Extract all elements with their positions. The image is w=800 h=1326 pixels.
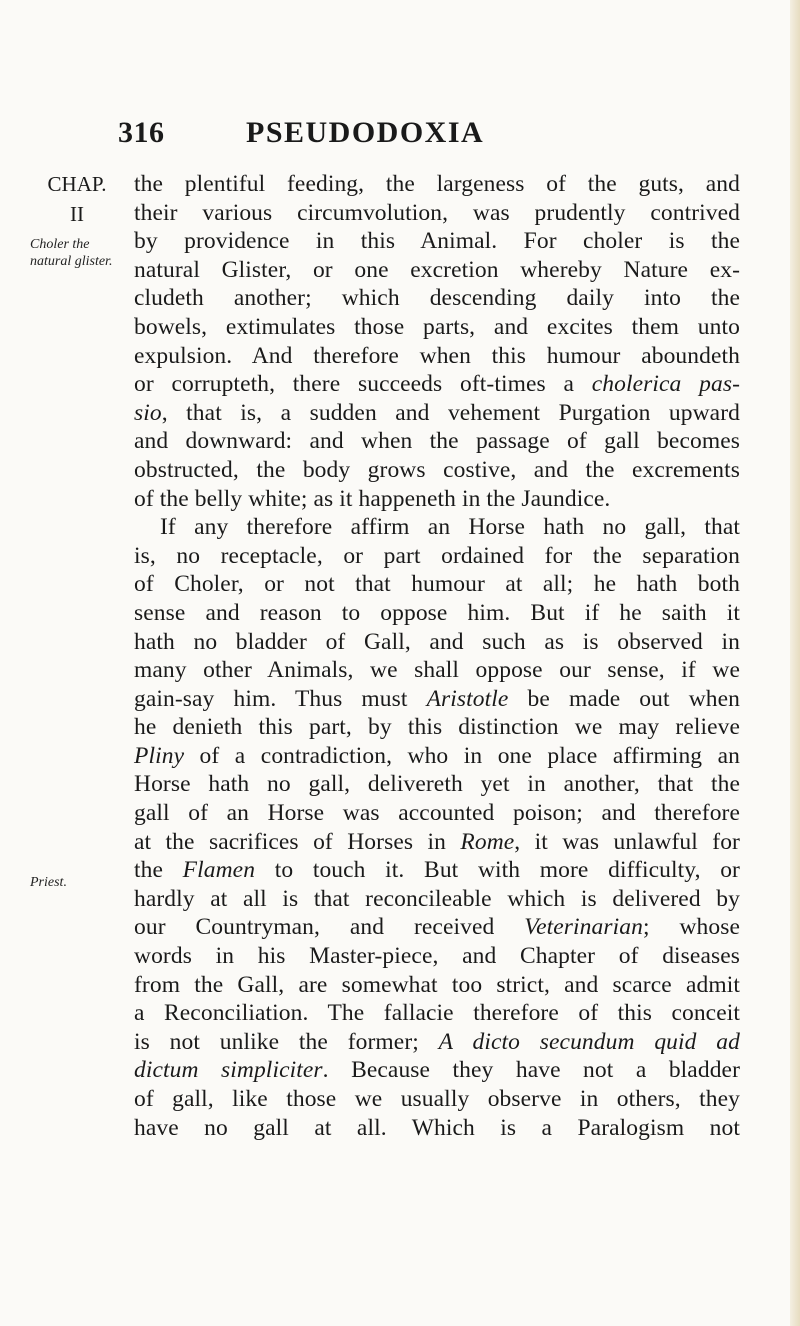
paragraph-1 (134, 170, 740, 513)
text-line: sio, that is, a sudden and vehement Purgation upward (134, 399, 740, 426)
marginal-note-priest: Priest. (30, 875, 67, 890)
text-line: many other Animals, we shall oppose our sense, if we (134, 657, 740, 684)
text-line: a Reconciliation. The fallacie therefore of this conceit (134, 1000, 740, 1027)
text-line: sense and reason to oppose him. But if he saith it (134, 599, 740, 626)
text-line: gain-say him. Thus must Aristotle be made out when (134, 685, 740, 712)
chapter-label: CHAP. (47, 172, 107, 196)
chapter-number: II (70, 202, 84, 226)
text-line: Horse hath no gall, delivereth yet in another, that the (134, 771, 740, 798)
text-line: of Choler, or not that humour at all; he hath both (134, 571, 740, 598)
page-header (118, 116, 678, 156)
text-line: hardly at all is that reconcileable which is delivered by (134, 885, 740, 912)
page-number: 316 (118, 116, 165, 149)
text-line: cludeth another; which descending daily into the (134, 285, 740, 312)
text-line: at the sacrifices of Horses in Rome, it was unlawful for (134, 828, 740, 855)
text-line: and downward: and when the passage of gall becomes (134, 428, 740, 455)
text-line: the Flamen to touch it. But with more difficulty, or (134, 857, 740, 884)
text-line: dictum simpliciter. Because they have not a bladder (134, 1057, 740, 1084)
text-line: expulsion. And therefore when this humour aboundeth (134, 342, 740, 369)
text-line: Pliny of a contradiction, who in one place affirming an (134, 742, 740, 769)
text-line: words in his Master-piece, and Chapter of diseases (134, 943, 740, 970)
text-line: obstructed, the body grows costive, and the excrements (134, 456, 740, 483)
paragraph-2 (134, 513, 740, 1142)
body-text (134, 170, 740, 1142)
text-line: our Countryman, and received Veterinarian; whose (134, 914, 740, 941)
text-line: their various circumvolution, was prudently contrived (134, 199, 740, 226)
text-line: the plentiful feeding, the largeness of the guts, and (134, 171, 740, 197)
text-line: of gall, like those we usually observe in others, they (134, 1086, 740, 1112)
text-line: is, no receptacle, or part ordained for the separation (134, 542, 740, 569)
text-line: hath no bladder of Gall, and such as is observed in (134, 628, 740, 655)
page-edge (790, 0, 800, 1326)
text-line: is not unlike the former; A dicto secundum quid ad (134, 1028, 741, 1055)
text-line: natural Glister, or one excretion whereby Nature ex- (134, 256, 740, 283)
text-line: by providence in this Animal. For choler is the (134, 228, 740, 255)
marginal-note-choler: Choler the natural glister. (30, 237, 113, 269)
text-line: bowels, extimulates those parts, and excites them unto (134, 313, 740, 340)
running-title: PSEUDODOXIA (246, 116, 485, 149)
text-line: or corrupteth, there succeeds oft-times a cholerica pas- (134, 371, 740, 398)
text-line: of the belly white; as it happeneth in the Jaundice. (134, 485, 611, 512)
text-line: If any therefore affirm an Horse hath no gall, that (160, 514, 740, 541)
text-line: from the Gall, are somewhat too strict, and scarce admit (134, 971, 740, 998)
text-line: have no gall at all. Which is a Paralogism not (134, 1114, 740, 1141)
text-line: he denieth this part, by this distinction we may relieve (134, 714, 740, 741)
text-line: gall of an Horse was accounted poison; and therefore (134, 800, 740, 827)
